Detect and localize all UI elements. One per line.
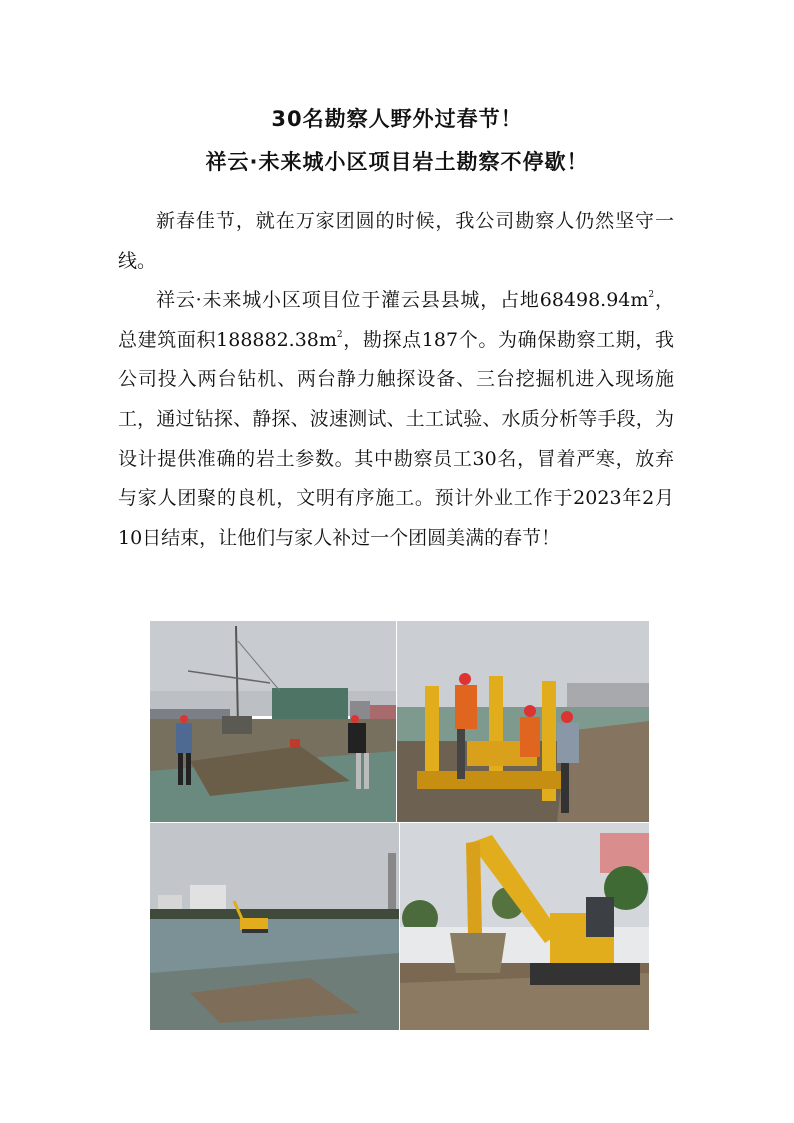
paragraph-1: 新春佳节，就在万家团圆的时候，我公司勘察人仍然坚守一线。 — [118, 210, 674, 272]
title-line-1: 30名勘察人野外过春节！ — [271, 107, 523, 131]
excavator-closeup-photo — [400, 823, 649, 1030]
penetration-equipment-photo — [397, 621, 649, 822]
paragraph-2-text-c: ，勘探点187个。为确保勘察工期，我公司投入两台钻机、两台静力触探设备、三台挖掘机进入现场施工，通过钻探、静探、波速测试、土工试验、水质分析等手段，为设计提供准确的岩土参数。其中勘察员工30名，冒着严寒，放弃与家人团聚的良机，文明有序施工。预计外业工作于2023年2月10日结束，让他们与家人补过一个团圆美满的春节！ — [118, 328, 674, 549]
title-line-2: 祥云·未来城小区项目岩土勘察不停歇！ — [205, 150, 589, 174]
article-body — [118, 202, 674, 558]
paragraph-2-text-b: ，总建筑面积188882.38m — [118, 289, 674, 351]
paragraph-2 — [118, 281, 674, 558]
drilling-rig-photo — [150, 621, 396, 822]
superscript-2-a: 2 — [648, 290, 655, 301]
excavator-field-photo — [150, 823, 399, 1030]
photo-grid — [150, 621, 649, 1030]
superscript-2-b: 2 — [336, 329, 343, 340]
paragraph-2-text-a: 祥云·未来城小区项目位于灌云县县城，占地68498.94m — [156, 289, 649, 312]
